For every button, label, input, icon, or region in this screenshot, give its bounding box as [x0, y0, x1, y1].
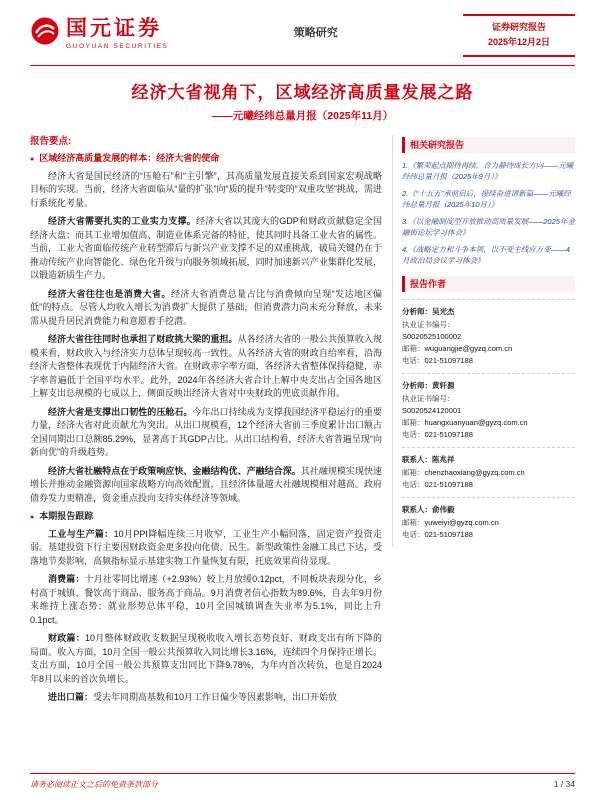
- paragraph-text: 经济大省是国民经济的“压舱石”和“主引擎”，其高质量发展直接关系到国家宏观战略目标的实现。当前，经济大省面临从“量的扩张”向“质的提升”转变的“双重攻坚”挑战，需进行系统化考量。: [30, 170, 382, 208]
- email-value: yuweiyi@gyzq.com.cn: [424, 517, 499, 527]
- author-phone-line: [402, 479, 575, 491]
- email-label: 邮箱：: [402, 517, 425, 527]
- paragraph: [30, 465, 382, 506]
- phone-label: 电话：: [402, 529, 425, 539]
- brand-name-cn: 国元证券: [66, 16, 162, 40]
- tracking-paragraph: [30, 691, 382, 705]
- paragraph-lead: 经济大省是支撑出口韧性的压舱石。: [48, 406, 193, 417]
- cert-label: 执业证书编号：: [402, 393, 455, 403]
- authors-section: [402, 276, 575, 547]
- author-role-line: [402, 454, 575, 465]
- email-label: 邮箱：: [402, 467, 425, 477]
- paragraph: [30, 170, 382, 211]
- report-title: 经济大省视角下，区域经济高质量发展之路: [131, 82, 474, 102]
- paragraph-text: 经济大省以其庞大的GDP和财政贡献稳定全国经济大盘；而其工业增加值高、制造业体系完备的特征，使其同时具备工业大省的属性。当前，工业大省面临传统产业转型滞后与新兴产业支撑不足的双重挑战，破局关键仍在于推动传统产业向智能化、绿色化升级与向服务领域拓展，同时加速新兴产业集群化发展，以锻造新质生产力。: [30, 216, 382, 281]
- authors-title: 报告作者: [402, 276, 575, 292]
- author-role-line: [402, 504, 575, 515]
- paragraph: [30, 406, 382, 460]
- paragraph: [30, 215, 382, 283]
- section1-title: 区域经济高质量发展的样本：经济大省的使命: [39, 153, 220, 164]
- paragraph-text: 经济大省消费总量占比与消费倾向呈现“发达地区偏低”的特点。尽管人均收入增长为消费扩大提供了基础，但消费潜力尚未充分释放，未来需从提升居民消费能力和意愿着手挖潜。: [30, 288, 382, 326]
- report-date: 2025年12月2日: [487, 37, 550, 48]
- email-label: 邮箱：: [402, 417, 425, 427]
- paragraph-text: 今年出口持续成为支撑我国经济平稳运行的重要力量，经济大省对此贡献尤为突出。从出口规模看，12个经济大省前三季度累计出口额占全国同期出口总额85.29%，显著高于其GDP占比。从出口结构看，经济大省普遍呈现“向新向优”的升级趋势。: [30, 406, 383, 458]
- brand: [30, 12, 168, 50]
- paragraph-lead: 工业与生产篇：: [48, 528, 114, 539]
- author-email-line: [402, 517, 575, 529]
- author-email-line: [402, 343, 575, 355]
- author-name: 陈兆祥: [432, 454, 455, 464]
- brand-logo-icon: [30, 16, 60, 46]
- related-report-link[interactable]: 2.《“十五五”承前启后，接续奋进谱新篇——元曦经纬总量月报（2025年10月）》: [402, 188, 571, 209]
- author-role-line: [402, 306, 575, 317]
- paragraph-lead: 经济大省社融特点在于政策响应快、金融结构优、产融结合深。: [48, 465, 301, 476]
- paragraph-text: 10月整体财政收支数据呈现税收收入增长态势良好、财政支出有所下降的局面。收入方面，10月全国一般公共预算收入同比增长3.16%，连续四个月保持正增长。支出方面，10月全国一般公共预算支出同比下降9.78%，为年内首次转负，也是自2024年8月以来的首次负增长。: [30, 633, 382, 684]
- bullet-icon: ●: [30, 514, 35, 522]
- author-name: 黄轩源: [432, 380, 455, 390]
- author-cert-value: [402, 405, 575, 417]
- section-heading: [30, 152, 382, 167]
- phone-label: 电话：: [402, 479, 425, 489]
- related-reports-title: 相关研究报告: [402, 137, 575, 153]
- report-meta-box: [463, 14, 575, 57]
- author-block: [402, 299, 575, 373]
- author-name: 吴光杰: [432, 306, 455, 316]
- author-cert-line: [402, 319, 575, 331]
- author-phone-line: [402, 355, 575, 367]
- tracking-paragraph: [30, 573, 382, 627]
- report-subtitle: ——元曦经纬总量月报（2025年11月）: [211, 109, 394, 122]
- phone-value: 021-51097188: [424, 529, 473, 539]
- related-report-link[interactable]: 3.《以金融制度型开放推动高质量发展——2025年金融街论坛学习体会》: [402, 216, 575, 237]
- header: [30, 12, 575, 66]
- related-report-link[interactable]: 1.《繁荣起点期待再续，合力静待成长方向——元曦经纬总量月报（2025年9月）》: [402, 160, 574, 181]
- author-role: 分析师：: [402, 306, 432, 316]
- author-role: 联系人：: [402, 504, 432, 514]
- author-role: 分析师：: [402, 380, 432, 390]
- paragraph: [30, 288, 382, 329]
- paragraph-lead: 消费篇：: [48, 574, 85, 585]
- section-heading: [30, 510, 382, 525]
- tracking-paragraph: [30, 632, 382, 686]
- bullet-icon: ●: [30, 156, 35, 164]
- paragraph-lead: 财政篇：: [48, 633, 86, 644]
- paragraph: [30, 333, 382, 401]
- email-value: wuguangjie@gyzq.com.cn: [424, 343, 513, 353]
- author-email-line: [402, 417, 575, 429]
- author-role-line: [402, 380, 575, 391]
- key-points-label: 报告要点:: [30, 135, 72, 147]
- phone-label: 电话：: [402, 355, 425, 365]
- brand-text: [66, 12, 168, 50]
- related-report-link[interactable]: 4.《战略定力和斗争本领，以不变主线应万变——4月政治局会议学习体会》: [402, 244, 570, 265]
- author-block: [402, 447, 575, 497]
- author-email-line: [402, 467, 575, 479]
- paragraph-text: 十月社零同比增速（+2.93%）较上月放缓0.12pct，不同板块表现分化，乡村高于城镇、餐饮高于商品、服务高于商品。9月消费者信心指数为89.6%，自去年9月份来维持上涨态势；就业形势总体平稳，10月全国城镇调查失业率为5.1%，同比上升0.1pct。: [30, 574, 382, 625]
- paragraph-lead: 进出口篇：: [48, 692, 94, 703]
- report-category: 策略研究: [293, 27, 338, 39]
- page-number: 1 / 34: [553, 779, 575, 789]
- cert-number: S0020525100002: [402, 331, 462, 341]
- author-cert-value: [402, 331, 575, 343]
- phone-value: 021-51097188: [424, 355, 473, 365]
- author-phone-line: [402, 429, 575, 441]
- footer-disclaimer: 请务必阅读正文之后的免责条款部分: [30, 780, 158, 789]
- section2-title: 本期报告跟踪: [39, 511, 94, 522]
- paragraph-lead: 经济大省往往也是消费大省。: [48, 288, 171, 299]
- content: [30, 135, 575, 710]
- report-type-label: 证券研究报告: [491, 22, 546, 32]
- email-value: chenzhaoxiang@gyzq.com.cn: [424, 467, 525, 477]
- tracking-paragraph: [30, 528, 382, 569]
- author-block: [402, 497, 575, 547]
- cert-label: 执业证书编号：: [402, 319, 455, 329]
- paragraph-text: 其社融规模实现快速增长并推动金融资源向国家战略方向高效配置，且经济体量越大社融规模相对越高。政府债券发力更精准，资金重点投向支持实体经济等领域。: [30, 465, 382, 503]
- email-label: 邮箱：: [402, 343, 425, 353]
- author-block: [402, 373, 575, 447]
- phone-value: 021-51097188: [424, 479, 473, 489]
- phone-label: 电话：: [402, 429, 425, 439]
- phone-value: 021-51097188: [424, 429, 473, 439]
- paragraph-lead: 经济大省往往同时也承担了财政挑大梁的重担。: [48, 334, 238, 345]
- brand-name-en: GUOYUAN SECURITIES: [66, 43, 169, 50]
- paragraph-text: 受去年同期高基数和10月工作日偏少等因素影响，出口开始放: [93, 692, 338, 703]
- main-column: [30, 135, 382, 710]
- author-phone-line: [402, 529, 575, 541]
- author-cert-line: [402, 393, 575, 405]
- author-role: 联系人：: [402, 454, 432, 464]
- email-value: huangxuanyuan@gyzq.com.cn: [424, 417, 528, 427]
- sidebar: [392, 135, 575, 547]
- author-name: 俞伟毅: [432, 504, 455, 514]
- paragraph-text: 从各经济大省的一般公共预算收入规模来看，财政收入与经济实力总体呈现较高一致性。从各经济大省的财政自给率看，沿海经济大省整体表现优于内陆经济大省。在财政赤字率方面，各经济大省整体保持稳健，赤字率普遍低于全国平均水平。此外，2024年各经济大省合计上解中央支出占全国各地区上解支出总规模的七成以上，侧面反映出经济大省对中央财政的兜底贡献作用。: [30, 334, 382, 399]
- cert-number: S0020524120001: [402, 405, 462, 415]
- paragraph-lead: 经济大省需要扎实的工业实力支撑。: [48, 216, 196, 227]
- footer: [30, 773, 575, 790]
- paragraph-text: 10月PPI降幅连续三月收窄，工业生产小幅回落，固定资产投资走弱。基建投资下行主要因财政资金更多投向化债、民生。新型政策性金融工具已下达，受落地节奏影响，高频指标显示基建实物工作量恢复有限，托底效果尚待显现。: [30, 528, 382, 566]
